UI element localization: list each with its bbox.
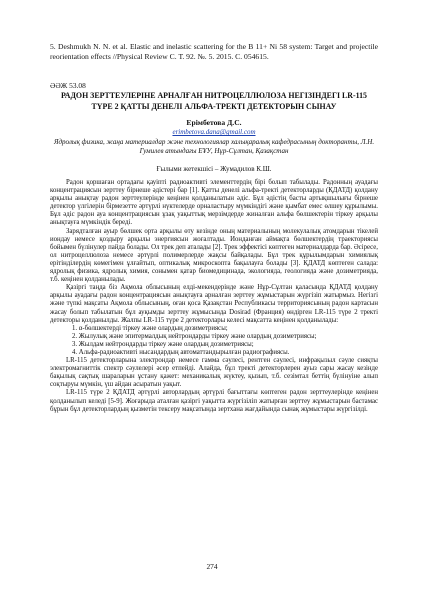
scientific-supervisor: Ғылыми жетекшісі – Жумадилов К.Ш. [156, 165, 272, 173]
paragraph-3: Қазіргі таңда біз Ақмола облысының елді-мекендерінде және Нұр-Сұлтан қаласында ҚДАТД қолдану арқылы ауадағы радон концентрациясын анықтауға арналған зерттеу жұмыстарын жүргізіп жатырмыз. Негізгі және түпкі мақсаты Ақмола облысының, оған қоса Қазақстан Республикасы территориясының радон картасын жасау болып табылатын бұл ауқымды зерттеу жұмысында Dosirad (Франция) өндірген LR-115 түре 2 тректі детекторы қолданылды. Жалпы LR-115 түре 2 детекторлары келесі мақсатта кеңінен қолданылады: [50, 284, 378, 324]
paragraph-2: Зарядталған ауыр бөлшек орта арқылы өту кезінде оның материалының молекулалық атомдарын тікелей иондау немесе қоздыру арқылы энергиясын жоғалтады. Ионданған аймақта бөлшектердің траекториясы бойымен бүлінулер пайда болады. Ол трек деп аталады [2]. Трек эффектісі көптеген материалдарда бар. Әсіресе, ол нитроцеллюлоза немесе әртүрлі полимерлерде жақсы байқалады. Бұл трек құрылымдарын химиялық ерітінділердің көмегімен ұлғайтып, оптикалық микроскопта бақылауға болады [3]. ҚДАТД көптеген салада: ядролық физика, ядролық химия, сонымен қатар биомедицинада, экологияда, геологияда және дозиметрияда, т.б. кеңінен қолданылады. [50, 227, 378, 284]
list-item: 1. α-бөлшектерді тіркеу және олардың дозиметриясы; [72, 324, 228, 332]
author-email-link[interactable]: erimbetova.dana@gmail.com [172, 128, 256, 136]
list-item: 3. Жылдам нейтрондарды тіркеу және олардың дозиметриясы; [72, 340, 254, 348]
reference-entry: 5. Deshmukh N. N. et al. Elastic and inelastic scattering for the B 11+ Ni 58 system: Target and projectile reorientation effects //Physical Review C. Т. 92. №. 5. 2015. С. 054615. [50, 42, 378, 61]
applications-list [50, 325, 378, 357]
article-title: РАДОН ЗЕРТТЕУЛЕРІНЕ АРНАЛҒАН НИТРОЦЕЛЛЮЛОЗА НЕГІЗІНДЕГІ LR-115 ТҮРЕ 2 ҚАТТЫ ДЕНЕЛІ АЛЬФА-ТРЕКТІ ДЕТЕКТОРЫН СЫНАУ [61, 91, 367, 111]
author-affiliation: Ядролық физика, жаңа материалдар және технологиялар халықаралық кафедрасының докторанты, Л.Н. Гумилев атындағы ЕҰУ, Нұр-Сұлтан, Қазақстан [53, 138, 375, 155]
list-item: 2. Жылулық және эпитермалдық нейтрондарды тіркеу және олардың дозиметриясы; [72, 332, 317, 340]
author-name: Ерімбетова Д.С. [186, 118, 242, 127]
list-item: 4. Альфа-радиоактивті нысандардың автоматтандырылған радиографиясы. [72, 348, 290, 356]
paragraph-1: Радон қоршаған ортадағы қауіпті радиоактивті элементтердің бірі болып табылады. Радонның ауадағы концентрациясын зерттеу бірнеше әдістері бар [1]. Қатты денелі альфа-тректі детекторларды (ҚДАТД) қолдану арқылы анықтау радон зерттеулерінде кеңінен қолданылатын әдіс. Бұл әдістің басты артықшылығы бірнеше детектор үлгілерін бірмезетте әртүрлі нүктелерде орналастыру мүмкіндігі және қымбат емес өлшеу құрылымы. Бұл әдіс радон ауа концентрациясын ұзақ уақыттық мерзімдерде жиналған альфа бөлшектерін тіркеу арқылы анықтауға мүмкіндік береді. [50, 179, 378, 227]
page-number: 274 [206, 562, 218, 571]
article-body [50, 179, 378, 414]
paragraph-4: LR-115 детекторларына электрондар немесе гамма сәулесі, рентген сәулесі, инфрақызыл сәуле сияқты электромагниттік спектр сәулелері әсер етпейді. Алайда, бұл тректі детекторлерен ауыз сары жасау кезінде бақылық сақтық шараларын ұстану қажет: механикалық жүктеу, қызып, т.б. сезімтал беттің бүлінуіне алып соқтыруы мүмкін, үш айдан асыратын уақыт. [50, 357, 378, 389]
udc-code: ӘӘЖ 53.08 [50, 81, 86, 90]
paragraph-5: LR-115 түре 2 ҚДАТД әртүрлі авторлардың әртүрлі бағыттағы көптеген радон зерттеулерінде кеңінен қолданылып келеді [5-9]. Жоғарыда аталған қазіргі уақытта жүргізіліп жатырған зерттеу жұмыстарын бастамас бұрын бұл детекторлардың қызметін тексеру мақсатында зертхана жағдайында сынақ жұмыстары жүргізілді. [50, 389, 378, 413]
